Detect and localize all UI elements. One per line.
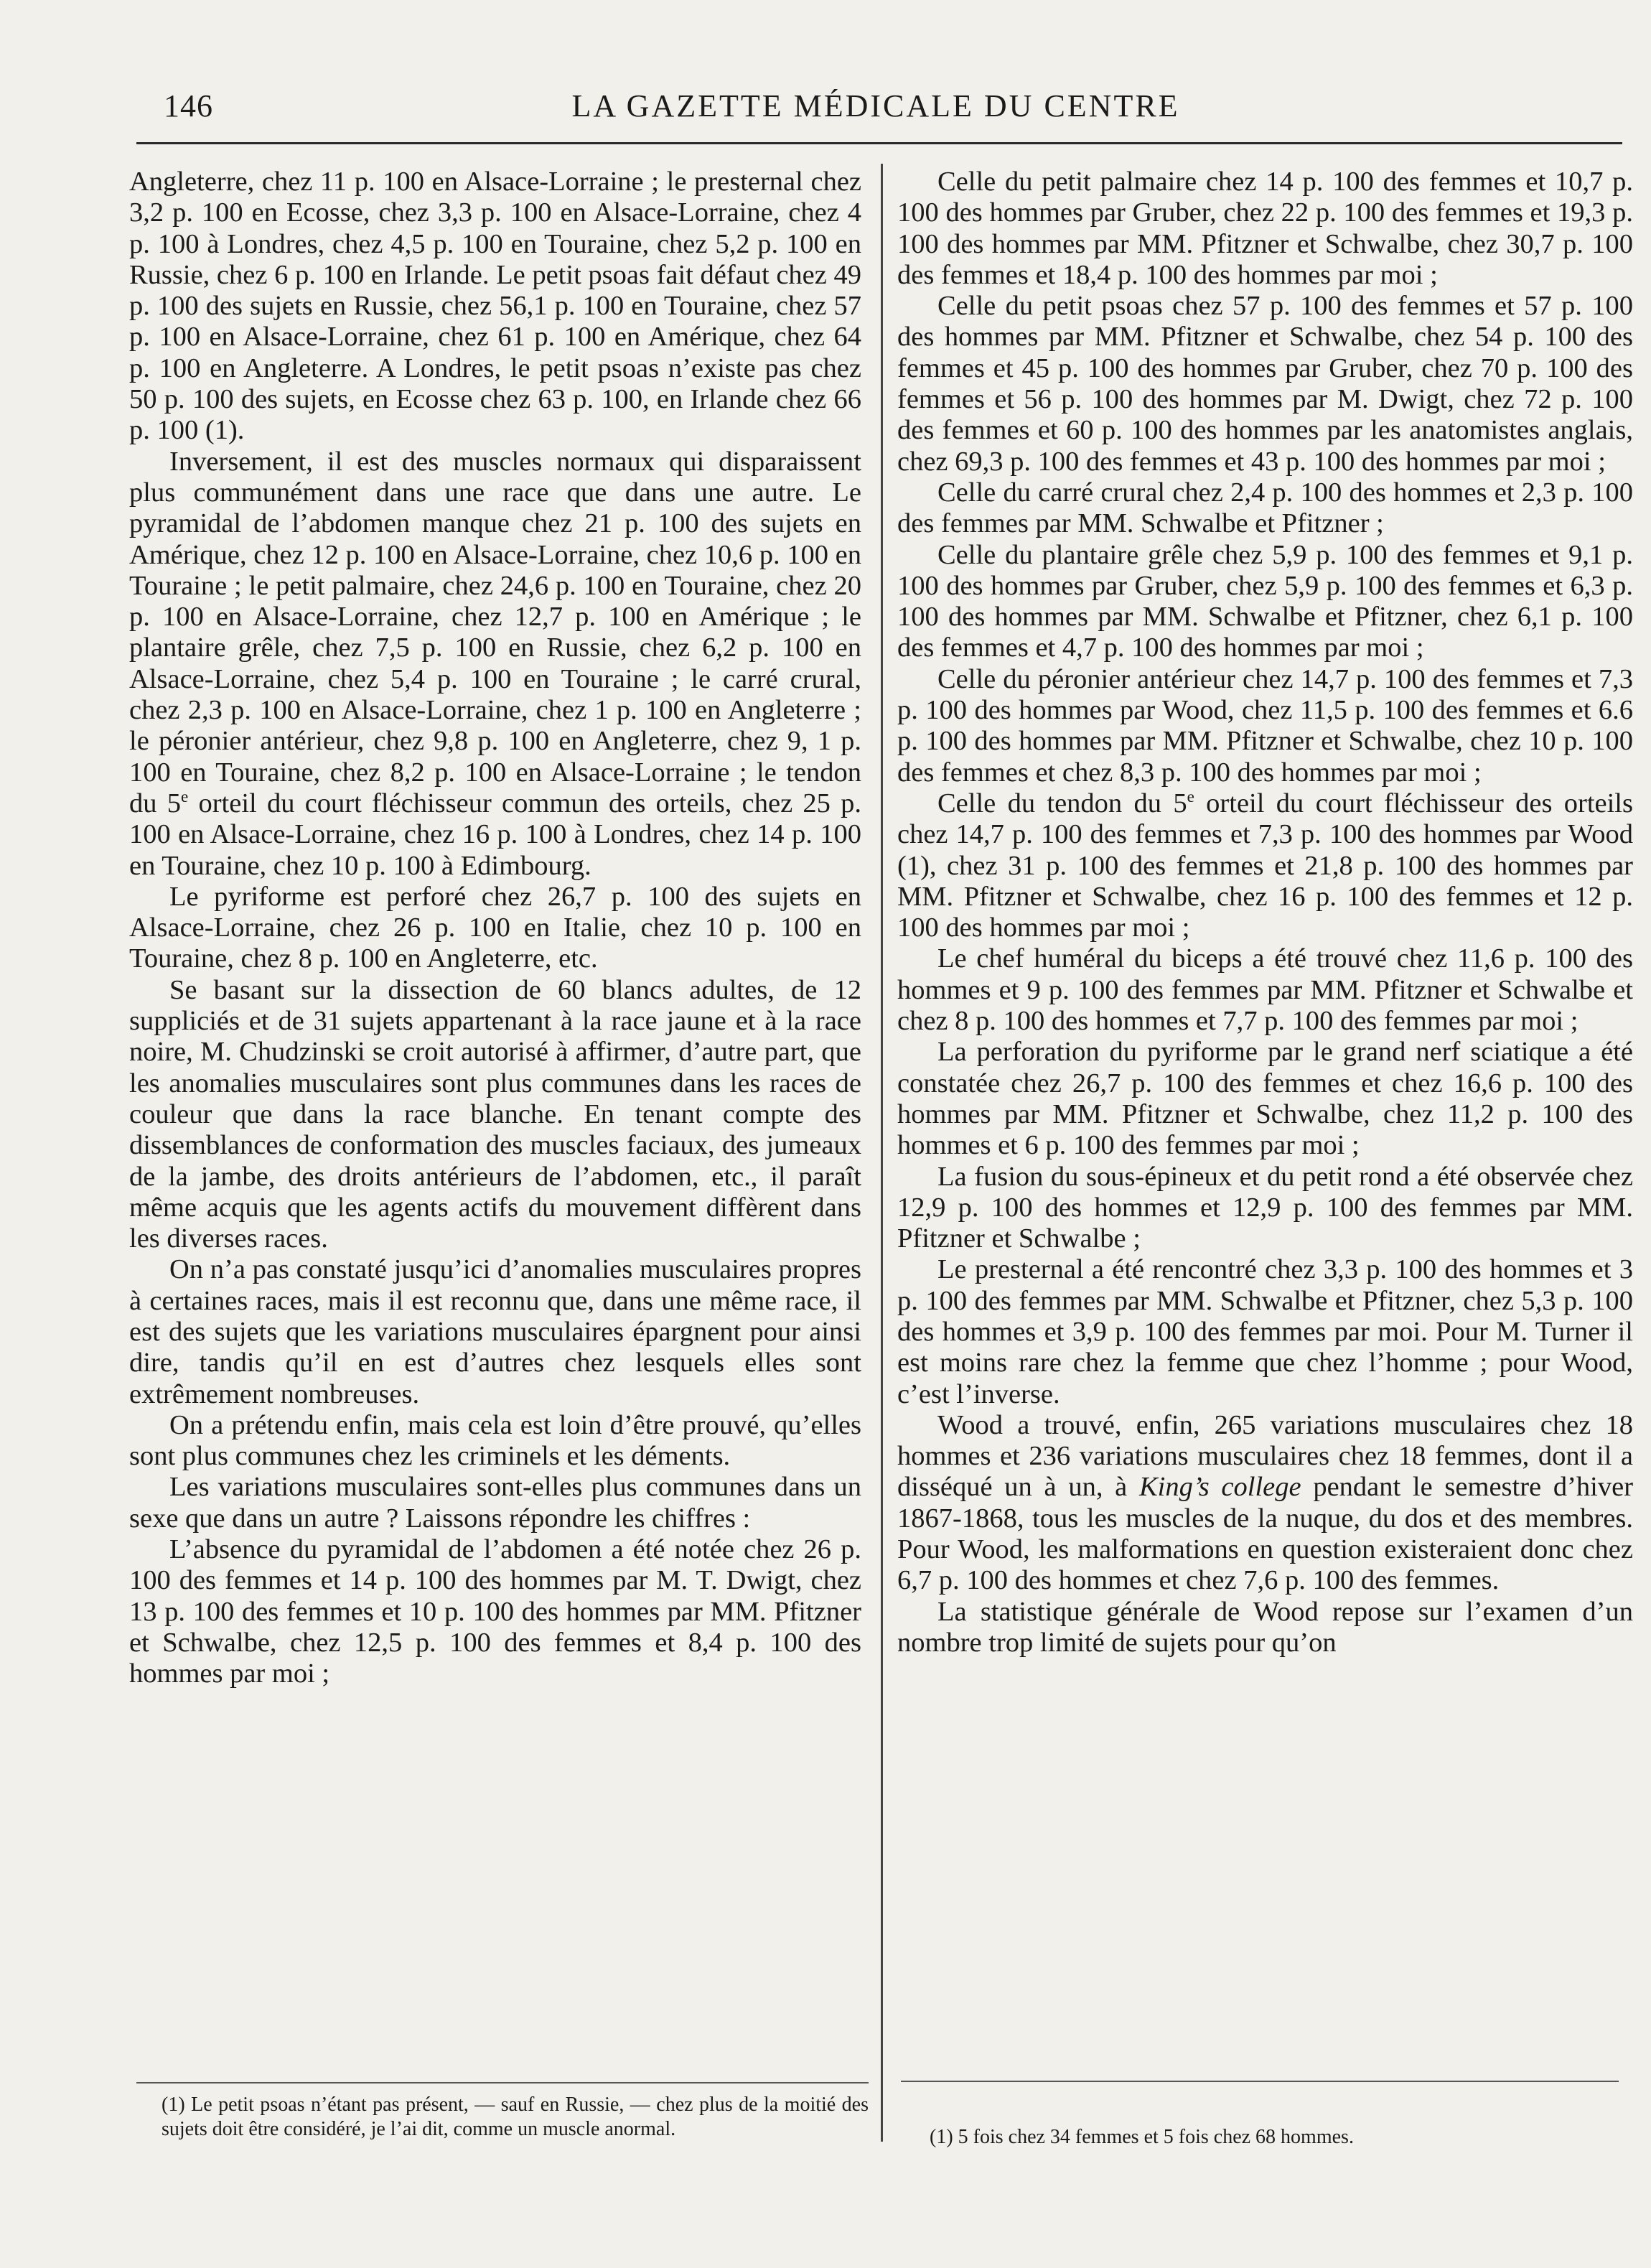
left-paragraph-2 [129,447,861,882]
right-footnote: (1) 5 fois chez 34 femmes et 5 fois chez 68 hommes. [930,2126,1354,2148]
right-paragraph-11-italic: King’s college [1139,1472,1301,1503]
right-paragraph-10: Le presternal a été rencontré chez 3,3 p. 100 des hommes et 3 p. 100 des femmes par MM. Schwalbe et Pfitzner, chez 5,3 p. 100 des hommes et 3,9 p. 100 des femmes par moi. Pour M. Turner il est moins rare chez la femme que chez l’homme ; pour Wood, c’est l’inverse. [897,1254,1633,1409]
journal-title: LA GAZETTE MÉDICALE DU CENTRE [571,88,1180,123]
left-paragraph-2-superscript: e [180,787,189,806]
left-paragraph-4: Se basant sur la dissection de 60 blancs adultes, de 12 suppliciés et de 31 sujets appartenant à la race jaune et à la race noire, M. Chudzinski se croit autorisé à affirmer, d’autre part, que les anomalies musculaires sont plus communes dans les races de couleur que dans la race blanche. En tenant compte des dissemblances de conformation des muscles faciaux, des jumeaux de la jambe, des droits antérieurs de l’abdomen, etc., il paraît même acquis que les agents actifs du mouvement diffèrent dans les diverses races. [129,974,861,1254]
right-paragraph-6 [897,788,1633,943]
right-paragraph-6-text-b: orteil du court fléchisseur des orteils chez 14,7 p. 100 des femmes et 7,3 p. 100 des hommes par Wood (1), chez 31 p. 100 des femmes et 21,8 p. 100 des hommes par MM. Pfitzner et Schwalbe, chez 16 p. 100 des femmes et 12 p. 100 des hommes par moi ; [897,788,1633,943]
right-paragraph-6-text-a: Celle du tendon du 5 [937,788,1187,818]
left-paragraph-2-text-b: orteil du court fléchisseur commun des orteils, chez 25 p. 100 en Alsace-Lorraine, chez 16 p. 100 à Londres, chez 14 p. 100 en Touraine, chez 10 p. 100 à Edimbourg. [129,788,861,881]
left-footnote-rule [136,2082,869,2083]
right-paragraph-6-superscript: e [1187,787,1194,806]
right-paragraph-11 [897,1410,1633,1597]
header-rule [136,142,1622,144]
right-paragraph-12: La statistique générale de Wood repose sur l’examen d’un nombre trop limité de sujets pour qu’on [897,1596,1633,1658]
left-footnote: (1) Le petit psoas n’étant pas présent, — sauf en Russie, — chez plus de la moitié des sujets doit être considéré, je l’ai dit, comme un muscle anormal. [162,2094,869,2140]
right-paragraph-9: La fusion du sous-épineux et du petit rond a été observée chez 12,9 p. 100 des hommes et 12,9 p. 100 des femmes par MM. Pfitzner et Schwalbe ; [897,1161,1633,1254]
page-number: 146 [164,88,213,123]
left-paragraph-6: On a prétendu enfin, mais cela est loin d’être prouvé, qu’elles sont plus communes chez les criminels et les déments. [129,1409,861,1472]
right-paragraph-11-text-a: Wood a trouvé, enfin, 265 variations musculaires chez 18 hommes et 236 variations musculaires chez 18 femmes, dont il a disséqué un à un, à [897,1409,1633,1503]
left-paragraph-3: Le pyriforme est perforé chez 26,7 p. 100 des sujets en Alsace-Lorraine, chez 26 p. 100 en Italie, chez 10 p. 100 en Touraine, chez 8 p. 100 en Angleterre, etc. [129,881,861,974]
right-paragraph-2: Celle du petit psoas chez 57 p. 100 des femmes et 57 p. 100 des hommes par MM. Pfitzner et Schwalbe, chez 54 p. 100 des femmes et 45 p. 100 des hommes par Gruber, chez 70 p. 100 des femmes et 56 p. 100 des hommes par M. Dwigt, chez 72 p. 100 des femmes et 60 p. 100 des hommes par les anatomistes anglais, chez 69,3 p. 100 des femmes et 43 p. 100 des hommes par moi ; [897,291,1633,477]
column-divider [881,164,883,2142]
right-paragraph-4: Celle du plantaire grêle chez 5,9 p. 100 des femmes et 9,1 p. 100 des hommes par Gruber, chez 5,9 p. 100 des femmes et 6,3 p. 100 des hommes par MM. Schwalbe et Pfitzner, chez 6,1 p. 100 des femmes et 4,7 p. 100 des hommes par moi ; [897,539,1633,663]
left-paragraph-8: L’absence du pyramidal de l’abdomen a été notée chez 26 p. 100 des femmes et 14 p. 100 des hommes par M. T. Dwigt, chez 13 p. 100 des femmes et 10 p. 100 des hommes par MM. Pfitzner et Schwalbe, chez 12,5 p. 100 des femmes et 8,4 p. 100 des hommes par moi ; [129,1534,861,1689]
right-paragraph-3: Celle du carré crural chez 2,4 p. 100 des hommes et 2,3 p. 100 des femmes par MM. Schwalbe et Pfitzner ; [897,477,1633,539]
right-paragraph-7: Le chef huméral du biceps a été trouvé chez 11,6 p. 100 des hommes et 9 p. 100 des femmes par MM. Pfitzner et Schwalbe et chez 8 p. 100 des hommes et 7,7 p. 100 des femmes par moi ; [897,943,1633,1037]
right-paragraph-8: La perforation du pyriforme par le grand nerf sciatique a été constatée chez 26,7 p. 100 des femmes et chez 16,6 p. 100 des hommes par MM. Pfitzner et Schwalbe, chez 11,2 p. 100 des hommes et 6 p. 100 des femmes par moi ; [897,1037,1633,1161]
right-paragraph-11-text-b: pendant le semestre d’hiver 1867-1868, tous les muscles de la nuque, du dos et des membres. Pour Wood, les malformations en question existeraient donc chez 6,7 p. 100 des hommes et chez 7,6 p. 100 des femmes. [897,1472,1634,1596]
page-header [136,88,1615,134]
left-paragraph-7: Les variations musculaires sont-elles plus communes dans un sexe que dans un autre ? Laissons répondre les chiffres : [129,1472,861,1534]
right-paragraph-1: Celle du petit palmaire chez 14 p. 100 des femmes et 10,7 p. 100 des hommes par Gruber, chez 22 p. 100 des femmes et 19,3 p. 100 des hommes par MM. Pfitzner et Schwalbe, chez 30,7 p. 100 des femmes et 18,4 p. 100 des hommes par moi ; [897,167,1633,290]
left-column [129,167,861,1690]
right-column [897,167,1633,1658]
left-paragraph-2-text-a: Inversement, il est des muscles normaux qui disparaissent plus communément dans une race que dans une autre. Le pyramidal de l’abdomen manque chez 21 p. 100 des sujets en Amérique, chez 12 p. 100 en Alsace-Lorraine, chez 10,6 p. 100 en Touraine ; le petit palmaire, chez 24,6 p. 100 en Touraine, chez 20 p. 100 en Alsace-Lorraine, chez 12,7 p. 100 en Amérique ; le plantaire grêle, chez 7,5 p. 100 en Russie, chez 6,2 p. 100 en Alsace-Lorraine, chez 5,4 p. 100 en Touraine ; le carré crural, chez 2,3 p. 100 en Alsace-Lorraine, chez 1 p. 100 en Angleterre ; le péronier antérieur, chez 9,8 p. 100 en Angleterre, chez 9, 1 p. 100 en Touraine, chez 8,2 p. 100 en Alsace-Lorraine ; le tendon du 5 [129,446,861,818]
right-paragraph-5: Celle du péronier antérieur chez 14,7 p. 100 des femmes et 7,3 p. 100 des hommes par Wood, chez 11,5 p. 100 des femmes et 6.6 p. 100 des hommes par MM. Pfitzner et Schwalbe, chez 10 p. 100 des femmes et chez 8,3 p. 100 des hommes par moi ; [897,663,1633,788]
right-footnote-rule [901,2081,1619,2082]
left-paragraph-5: On n’a pas constaté jusqu’ici d’anomalies musculaires propres à certaines races, mais il est reconnu que, dans une même race, il est des sujets que les variations musculaires épargnent pour ainsi dire, tandis qu’il en est d’autres chez lesquels elles sont extrêmement nombreuses. [129,1254,861,1409]
left-paragraph-1: Angleterre, chez 11 p. 100 en Alsace-Lorraine ; le presternal chez 3,2 p. 100 en Ecosse, chez 3,3 p. 100 en Alsace-Lorraine, chez 4 p. 100 à Londres, chez 4,5 p. 100 en Touraine, chez 5,2 p. 100 en Russie, chez 6 p. 100 en Irlande. Le petit psoas fait défaut chez 49 p. 100 des sujets en Russie, chez 56,1 p. 100 en Touraine, chez 57 p. 100 en Alsace-Lorraine, chez 61 p. 100 en Amérique, chez 64 p. 100 en Angleterre. A Londres, le petit psoas n’existe pas chez 50 p. 100 des sujets, en Ecosse chez 63 p. 100, en Irlande chez 66 p. 100 (1). [129,167,861,446]
